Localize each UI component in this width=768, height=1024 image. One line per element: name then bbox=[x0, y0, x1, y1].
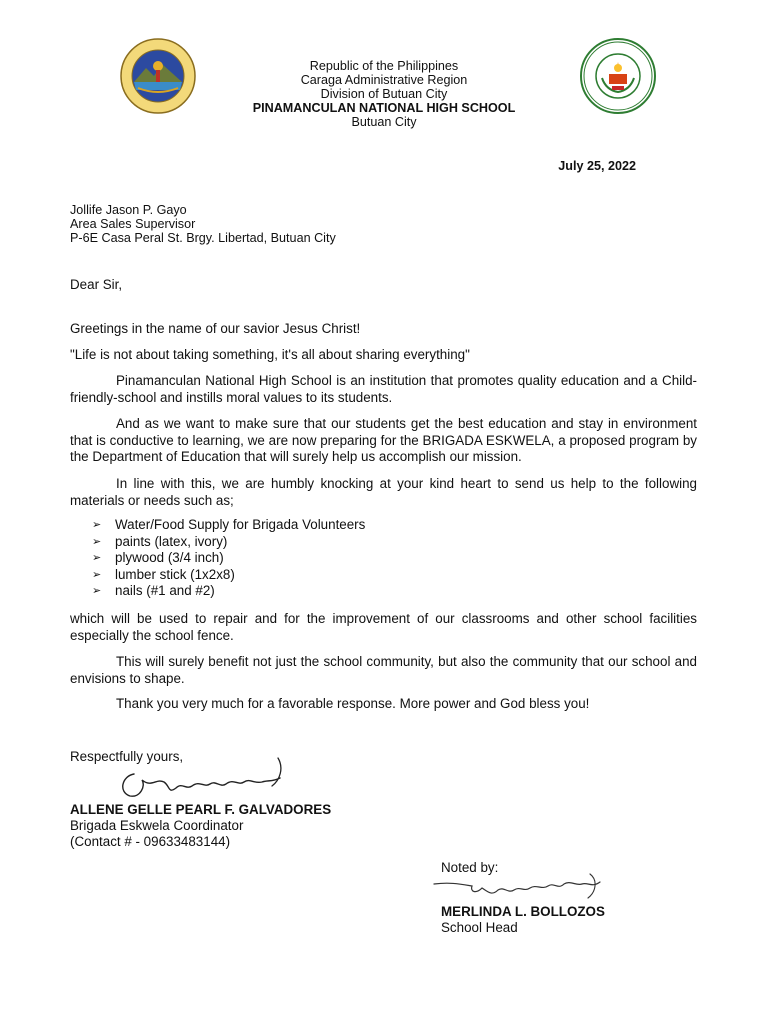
list-item bbox=[92, 550, 365, 567]
signatory-role: Brigada Eskwela Coordinator bbox=[70, 818, 244, 833]
list-item bbox=[92, 534, 365, 551]
school-head-signature bbox=[430, 870, 620, 910]
recipient-name: Jollife Jason P. Gayo bbox=[70, 203, 187, 217]
arrow-bullet-icon: ➢ bbox=[92, 535, 102, 548]
greeting: Greetings in the name of our savior Jesus Christ! bbox=[70, 321, 361, 336]
coordinator-signature bbox=[112, 752, 302, 804]
materials-list bbox=[92, 517, 365, 600]
letterhead-republic: Republic of the Philippines bbox=[309, 59, 459, 73]
recipient-block bbox=[70, 203, 336, 245]
paragraph-text: which will be used to repair and for the improvement of our classrooms and other school facilities especially the school fence. bbox=[70, 611, 697, 643]
signatory-name: ALLENE GELLE PEARL F. GALVADORES bbox=[70, 802, 332, 817]
recipient-address: P-6E Casa Peral St. Brgy. Libertad, Butuan City bbox=[70, 231, 336, 245]
noted-role: School Head bbox=[441, 920, 518, 935]
paragraph-brigada bbox=[70, 416, 697, 466]
list-item bbox=[92, 517, 365, 534]
school-seal bbox=[580, 38, 656, 114]
letterhead-city: Butuan City bbox=[351, 115, 417, 129]
paragraph-after-list bbox=[70, 611, 697, 644]
paragraph-text: This will surely benefit not just the school community, but also the community that our school and envisions to shape. bbox=[70, 654, 697, 686]
list-item-text: lumber stick (1x2x8) bbox=[115, 566, 235, 582]
salutation: Dear Sir, bbox=[70, 277, 123, 292]
list-item bbox=[92, 567, 365, 584]
list-item-text: Water/Food Supply for Brigada Volunteers bbox=[115, 517, 366, 532]
arrow-bullet-icon: ➢ bbox=[92, 585, 102, 597]
signatory-contact: (Contact # - 09633483144) bbox=[70, 834, 231, 849]
paragraph-intro bbox=[70, 373, 697, 406]
list-item-text: nails (#1 and #2) bbox=[115, 583, 215, 598]
closing: Respectfully yours, bbox=[70, 749, 184, 764]
letterhead-region: Caraga Administrative Region bbox=[300, 73, 468, 87]
arrow-bullet-icon: ➢ bbox=[92, 552, 102, 564]
arrow-bullet-icon: ➢ bbox=[92, 519, 102, 531]
list-item-text: paints (latex, ivory) bbox=[115, 533, 228, 549]
paragraph-text: Thank you very much for a favorable response. More power and God bless you! bbox=[116, 696, 590, 711]
quote: "Life is not about taking something, it's all about sharing everything" bbox=[70, 347, 470, 362]
letterhead bbox=[200, 59, 568, 129]
paragraph-text: Pinamanculan National High School is an institution that promotes quality education and a Child-friendly-school and instills moral values to its students. bbox=[70, 373, 697, 405]
paragraph-thanks bbox=[70, 696, 697, 713]
paragraph-request bbox=[70, 476, 697, 509]
paragraph-benefit bbox=[70, 654, 697, 687]
letter-date: July 25, 2022 bbox=[558, 159, 636, 173]
deped-division-seal bbox=[120, 38, 196, 114]
recipient-title: Area Sales Supervisor bbox=[70, 217, 196, 231]
noted-label: Noted by: bbox=[441, 860, 499, 875]
arrow-bullet-icon: ➢ bbox=[92, 568, 102, 581]
paragraph-text: In line with this, we are humbly knocking at your kind heart to send us help to the following materials or needs such as; bbox=[70, 476, 697, 508]
letterhead-school-name: PINAMANCULAN NATIONAL HIGH SCHOOL bbox=[252, 101, 516, 115]
noted-name: MERLINDA L. BOLLOZOS bbox=[441, 904, 605, 919]
list-item-text: plywood (3/4 inch) bbox=[115, 550, 224, 565]
paragraph-text: And as we want to make sure that our students get the best education and stay in environment that is conductive to learning, we are now preparing for the BRIGADA ESKWELA, a proposed program by the Department of Education that will surely help us accomplish our mission. bbox=[70, 416, 697, 464]
letterhead-division: Division of Butuan City bbox=[320, 87, 448, 101]
list-item bbox=[92, 583, 365, 600]
